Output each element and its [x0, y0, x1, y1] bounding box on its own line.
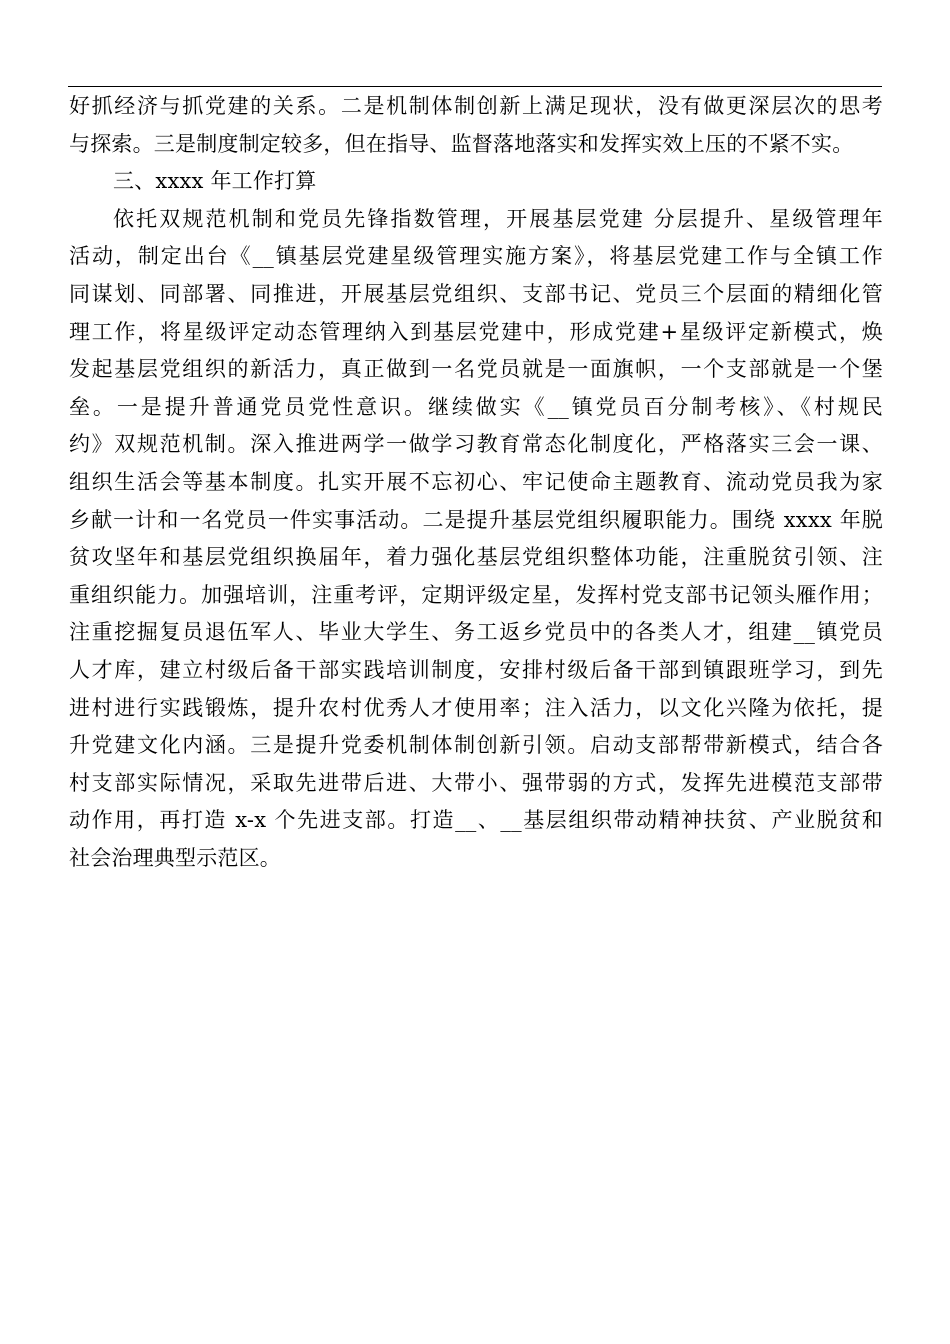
- text-line: 垒。一是提升普通党员党性意识。继续做实《__镇党员百分制考核》、《村规民: [69, 394, 883, 419]
- text-line: 进村进行实践锻炼，提升农村优秀人才使用率；注入活力，以文化兴隆为依托，提: [69, 695, 883, 720]
- text-line: 组织生活会等基本制度。扎实开展不忘初心、牢记使命主题教育、流动党员我为家: [69, 469, 883, 494]
- text-line: 约》双规范机制。深入推进两学一做学习教育常态化制度化，严格落实三会一课、: [69, 432, 883, 457]
- text-line: 好抓经济与抓党建的关系。二是机制体制创新上满足现状，没有做更深层次的思考: [69, 94, 883, 118]
- section-heading: 三、xxxx 年工作打算: [113, 169, 317, 194]
- text-line: 乡献一计和一名党员一件实事活动。二是提升基层党组织履职能力。围绕 xxxx 年脱: [69, 507, 883, 532]
- text-line: 发起基层党组织的新活力，真正做到一名党员就是一面旗帜，一个支部就是一个堡: [69, 357, 883, 382]
- text-line: 与探索。三是制度制定较多，但在指导、监督落地落实和发挥实效上压的不紧不实。: [69, 131, 854, 156]
- text-line: 村支部实际情况，采取先进带后进、大带小、强带弱的方式，发挥先进模范支部带: [69, 770, 883, 795]
- text-line: 依托双规范机制和党员先锋指数管理，开展基层党建 分层提升、星级管理年: [113, 206, 883, 231]
- text-line: 人才库，建立村级后备干部实践培训制度，安排村级后备干部到镇跟班学习，到先: [69, 657, 883, 682]
- text-line: 动作用，再打造 x-x 个先进支部。打造__、__基层组织带动精神扶贫、产业脱贫和: [69, 808, 883, 833]
- text-line: 活动，制定出台《__镇基层党建星级管理实施方案》，将基层党建工作与全镇工作: [69, 244, 883, 269]
- text-line: 重组织能力。加强培训，注重考评，定期评级定星，发挥村党支部书记领头雁作用；: [69, 582, 883, 607]
- text-line: 注重挖掘复员退伍军人、毕业大学生、务工返乡党员中的各类人才，组建__镇党员: [69, 620, 883, 645]
- header-rule: [68, 86, 882, 87]
- text-line: 社会治理典型示范区。: [69, 845, 281, 870]
- text-line: 同谋划、同部署、同推进，开展基层党组织、支部书记、党员三个层面的精细化管: [69, 281, 883, 306]
- text-line: 升党建文化内涵。三是提升党委机制体制创新引领。启动支部帮带新模式，结合各: [69, 733, 883, 758]
- text-line: 贫攻坚年和基层党组织换届年，着力强化基层党组织整体功能，注重脱贫引领、注: [69, 545, 883, 570]
- document-body: [69, 88, 883, 877]
- text-line: 理工作，将星级评定动态管理纳入到基层党建中，形成党建+星级评定新模式，焕: [69, 319, 883, 344]
